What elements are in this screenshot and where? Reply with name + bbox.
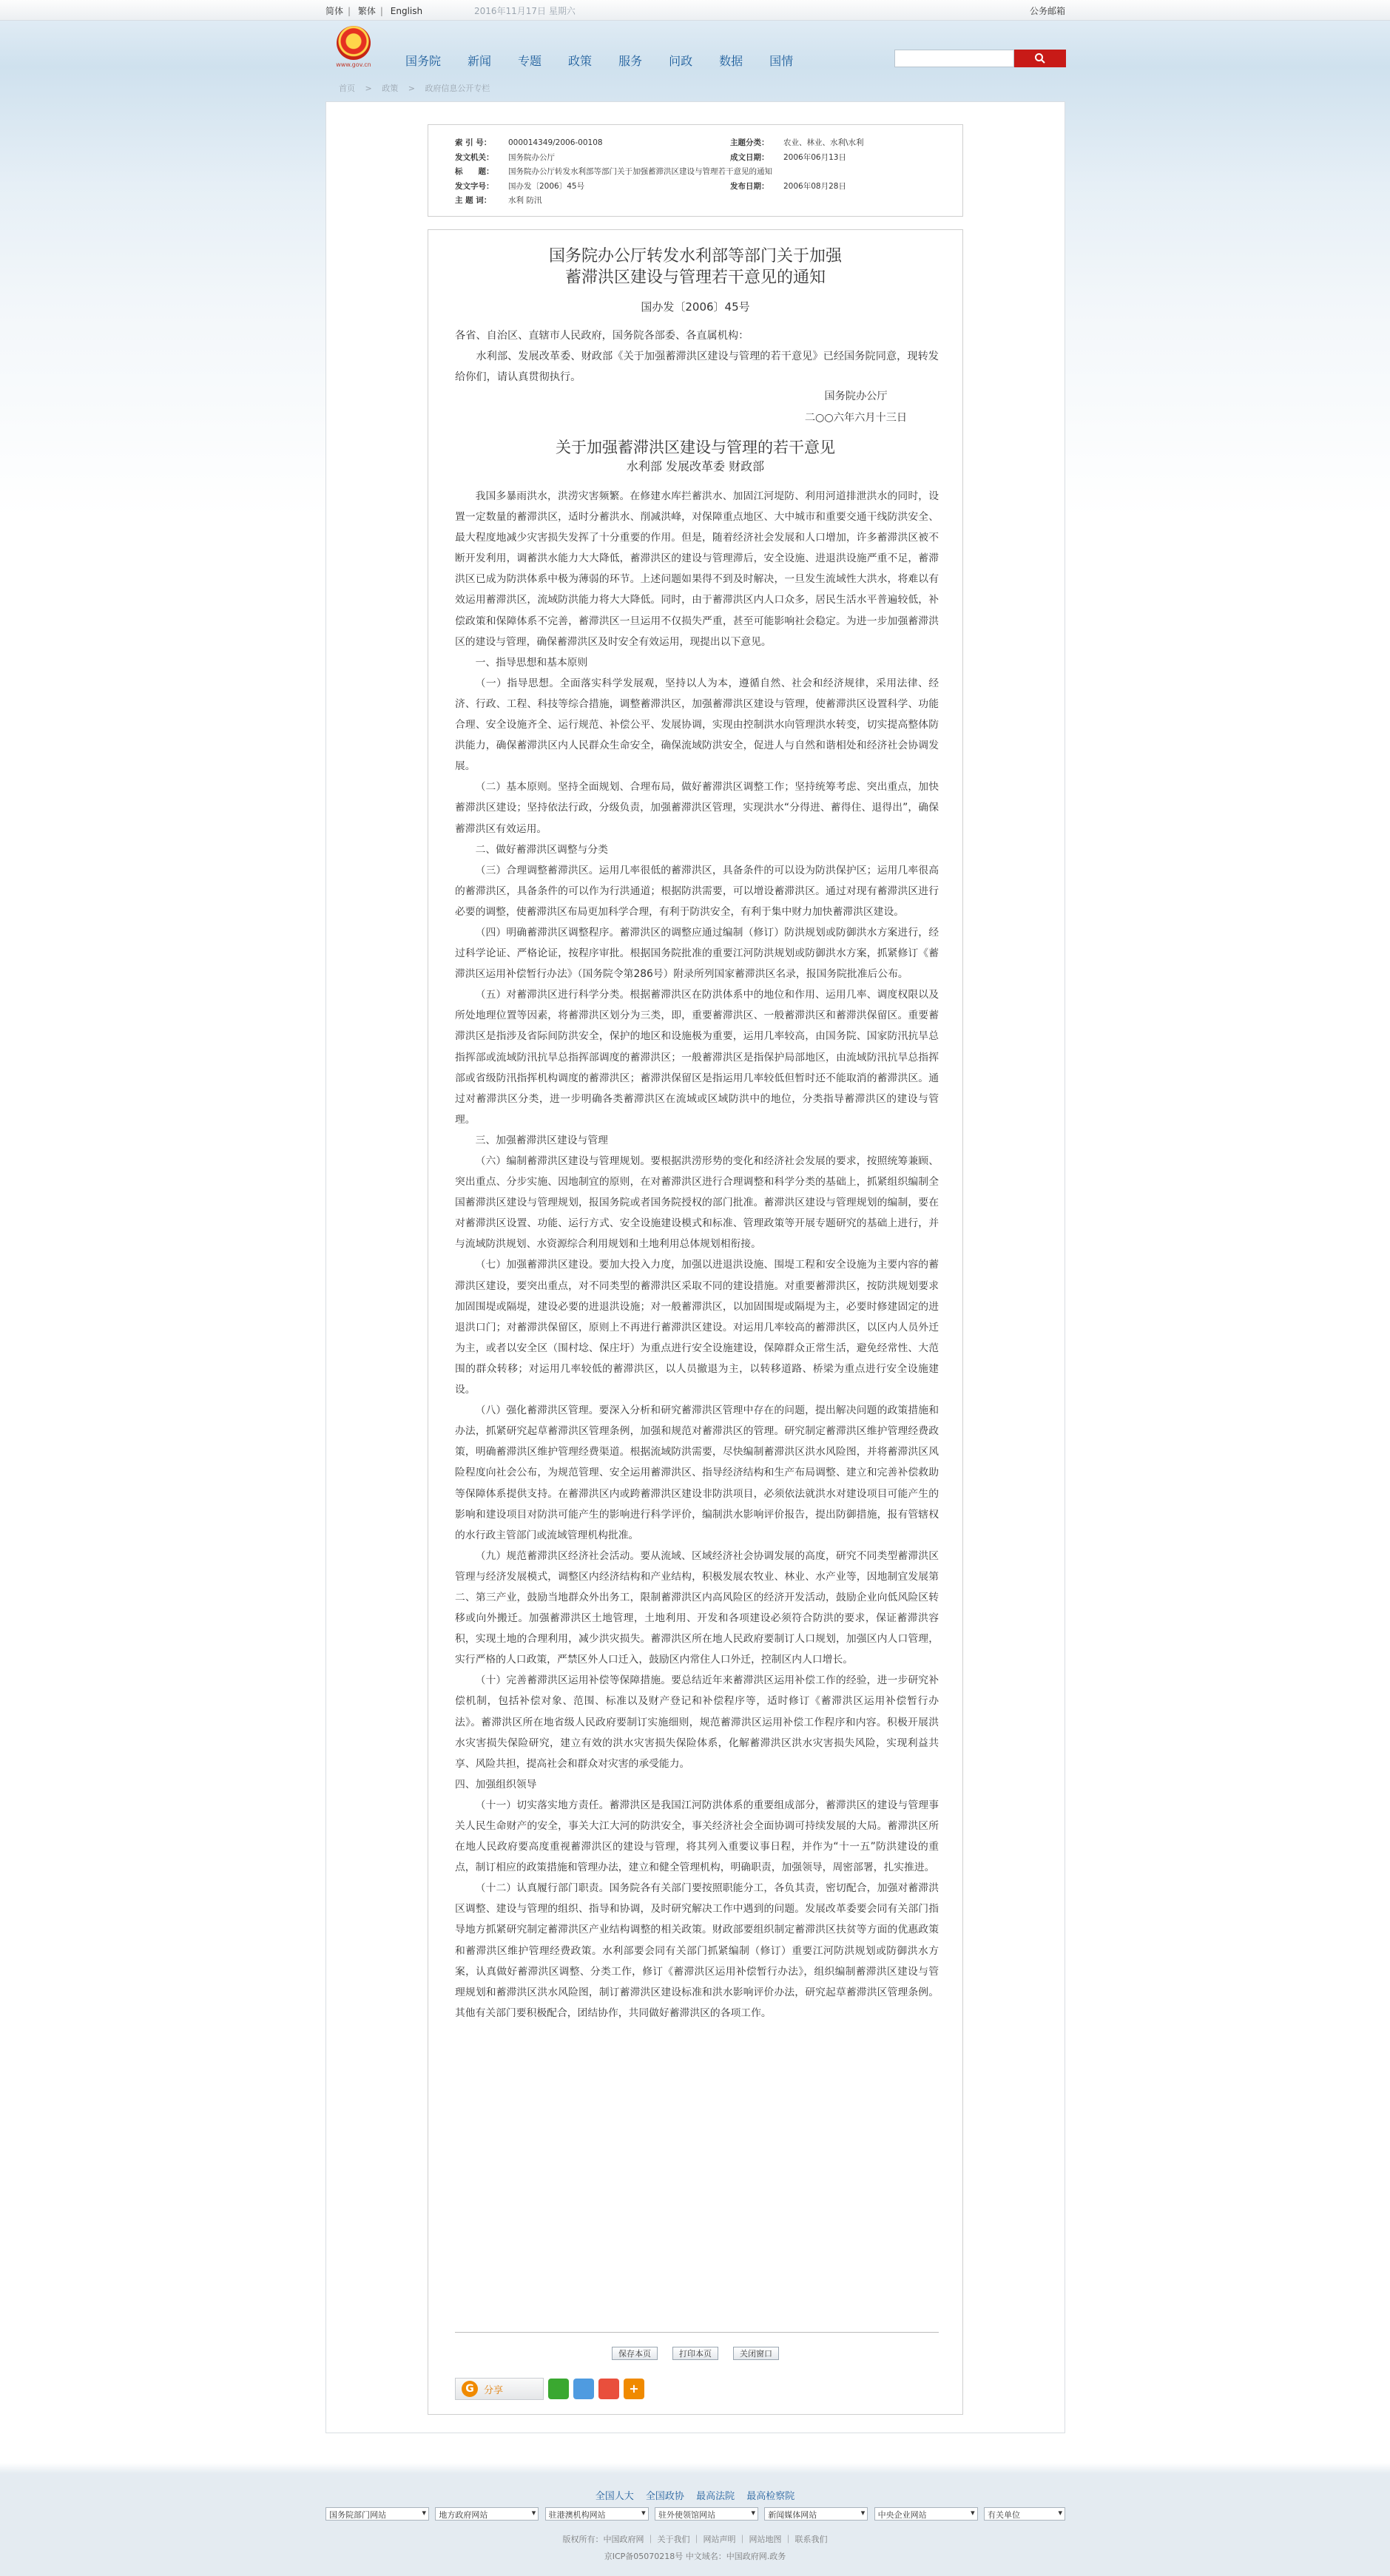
meta-value: 国务院办公厅转发水利部等部门关于加强蓄滞洪区建设与管理若干意见的通知 (508, 167, 772, 177)
lang-traditional-link[interactable]: 繁体 (357, 6, 376, 16)
meta-value: 水利 防汛 (508, 196, 542, 206)
signing-date: 二○○六年六月十三日 (804, 412, 908, 424)
document-number: 国办发〔2006〕45号 (641, 300, 750, 314)
footer-link-supreme-court[interactable]: 最高法院 (696, 2491, 735, 2502)
body-paragraph: （三）合理调整蓄滞洪区。运用几率很低的蓄滞洪区，具备条件的可以设为防洪保护区；运用几率很高的蓄滞洪区，具备条件的可以作为行洪通道；根据防洪需要，可以增设蓄滞洪区。通过对现有蓄滞洪区进行必要的调整，使蓄滞洪区布局更加科学合理，有利于防洪安全，有利于集中财力加快蓄滞洪区建设。 (455, 864, 939, 918)
lang-separator: | (348, 6, 351, 16)
body-paragraph: （九）规范蓄滞洪区经济社会活动。要从流域、区域经济社会协调发展的高度，研究不同类型蓄滞洪区管理与经济发展模式，调整区内经济结构和产业结构，积极发展农牧业、林业、水产业等，因地制宜发展第二、第三产业，鼓励当地群众外出务工，限制蓄滞洪区内高风险区的经济开发活动，鼓励企业向低风险区转移或向外搬迁。加强蓄滞洪区土地管理，土地利用、开发和各项建设必须符合防洪的要求，保证蓄滞洪容积，实现土地的合理利用，减少洪灾损失。蓄滞洪区所在地人民政府要制订人口规划，加强区内人口管理，实行严格的人口政策，严禁区外人口迁入，鼓励区内常住人口外迁，控制区内人口增长。 (455, 1549, 939, 1666)
meta-value (783, 193, 864, 208)
main-nav (405, 52, 820, 69)
share-logo-icon: G (462, 2381, 478, 2397)
body-paragraph: （五）对蓄滞洪区进行科学分类。根据蓄滞洪区在防洪体系中的地位和作用、运用几率、调度权限以及所处地理位置等因素，将蓄滞洪区划分为三类，即，重要蓄滞洪区、一般蓄滞洪区和蓄滞洪保留区。重要蓄滞洪区是指涉及省际间防洪安全，保护的地区和设施极为重要，运用几率较高，由国务院、国家防汛抗旱总指挥部或流域防汛抗旱总指挥部调度的蓄滞洪区；一般蓄滞洪区是指保护局部地区，由流域防汛抗旱总指挥部或省级防汛指挥机构调度的蓄滞洪区；蓄滞洪保留区是指运用几率较低但暂时还不能取消的蓄滞洪区。通过对蓄滞洪区分类，进一步明确各类蓄滞洪区在流域或区域防洪中的地位，分类指导蓄滞洪区的建设与管理。 (455, 989, 939, 1126)
language-switch (325, 6, 430, 16)
breadcrumb-disclosure[interactable]: 政府信息公开专栏 (425, 84, 490, 93)
metadata-row (455, 135, 864, 150)
meta-value: 000014349/2006-00108 (508, 138, 603, 147)
current-date: 2016年11月17日 星期六 (473, 6, 576, 16)
body-paragraph: （四）明确蓄滞洪区调整程序。蓄滞洪区的调整应通过编制（修订）防洪规划或防御洪水方案进行，经过科学论证、严格论证，按程序审批。根据国务院批准的重要江河防洪规划或防御洪水方案，抓紧修订《蓄滞洪区运用补偿暂行办法》（国务院令第286号）附录所列国家蓄滞洪区名录，报国务院批准后公布。 (455, 926, 939, 981)
nav-item-national-conditions[interactable]: 国情 (769, 54, 794, 68)
opinions-title: 关于加强蓄滞洪区建设与管理的若干意见 (556, 439, 835, 456)
close-window-button[interactable]: 关闭窗口 (733, 2347, 779, 2360)
breadcrumb-policy[interactable]: 政策 (382, 84, 399, 93)
body-paragraph: 我国多暴雨洪水，洪涝灾害频繁。在修建水库拦蓄洪水、加固江河堤防、利用河道排泄洪水的同时，设置一定数量的蓄滞洪区，适时分蓄洪水、削减洪峰，对保障重点地区、大中城市和重要交通干线防洪安全、最大程度地减少灾害损失发挥了十分重要的作用。但是，随着经济社会发展和人口增加，许多蓄滞洪区被不断开发利用，调蓄洪水能力大大降低，蓄滞洪区的建设与管理滞后，安全设施、进退洪设施严重不足，蓄滞洪区已成为防洪体系中极为薄弱的环节。上述问题如果得不到及时解决，一旦发生流域性大洪水，将难以有效运用蓄滞洪区，流域防洪能力将大大降低。同时，由于蓄滞洪区内人口众多，居民生活水平普遍较低，补偿政策和保障体系不完善，蓄滞洪区一旦运用不仅损失严重，甚至可能影响社会稳定。为进一步加强蓄滞洪区的建设与管理，确保蓄滞洪区及时安全有效运用，现提出以下意见。 (455, 490, 939, 648)
page-actions (428, 2347, 962, 2360)
share-bar (455, 2378, 644, 2400)
share-button[interactable] (455, 2378, 544, 2400)
footer-copyright: 版权所有：中国政府网 ｜ 关于我们 ｜ 网站声明 ｜ 网站地图 ｜ 联系我们 (562, 2535, 828, 2544)
footer-icp: 京ICP备05070218号 中文域名：中国政府网.政务 (604, 2552, 786, 2561)
lang-simplified-link[interactable]: 简体 (325, 6, 344, 16)
nav-item-inquiry[interactable]: 问政 (669, 54, 693, 68)
search-button[interactable] (1014, 50, 1066, 67)
meta-key: 发布日期： (730, 181, 769, 191)
share-label: 分享 (484, 2384, 504, 2396)
section-heading: 一、指导思想和基本原则 (475, 656, 588, 669)
body-paragraph: （十二）认真履行部门职责。国务院各有关部门要按照职能分工，各负其责，密切配合，加强对蓄滞洪区调整、建设与管理的组织、指导和协调，及时研究解决工作中遇到的问题。发展改革委要会同有关部门指导地方抓紧研究制定蓄滞洪区产业结构调整的相关政策。财政部要组织制定蓄滞洪区扶贫等方面的优惠政策和蓄滞洪区维护管理经费政策。水利部要会同有关部门抓紧编制（修订）重要江河防洪规划或防御洪水方案，认真做好蓄滞洪区调整、分类工作，修订《蓄滞洪区运用补偿暂行办法》，组织编制蓄滞洪区建设与管理规划和蓄滞洪区洪水风险图，制订蓄滞洪区建设标准和洪水影响评价办法，研究起草蓄滞洪区管理条例。其他有关部门要积极配合，团结协作，共同做好蓄滞洪区的各项工作。 (455, 1882, 939, 2019)
footer (0, 2470, 1390, 2576)
section-heading: 三、加强蓄滞洪区建设与管理 (475, 1134, 608, 1146)
nav-item-state-council[interactable]: 国务院 (405, 54, 442, 68)
select-media-sites[interactable]: 新闻媒体网站 ▾ (764, 2507, 868, 2521)
document-metadata-box (428, 124, 963, 217)
meta-key (730, 193, 783, 208)
nav-item-data[interactable]: 数据 (719, 54, 743, 68)
body-paragraph: （十）完善蓄滞洪区运用补偿等保障措施。要总结近年来蓄滞洪区运用补偿工作的经验，进一步研究补偿机制，包括补偿对象、范围、标准以及财产登记和补偿程序等，适时修订《蓄滞洪区运用补偿暂行办法》。蓄滞洪区所在地省级人民政府要制订实施细则，规范蓄滞洪区运用补偿工作程序和内容。积极开展洪水灾害损失保险研究，建立有效的洪水灾害损失保险体系，化解蓄滞洪区洪水灾害损失风险，实现利益共享、风险共担，提高社会和群众对灾害的承受能力。 (455, 1674, 939, 1770)
select-local-gov-sites[interactable]: 地方政府网站 ▾ (435, 2507, 539, 2521)
salutation: 各省、自治区、直辖市人民政府，国务院各部委、各直属机构： (455, 330, 749, 342)
breadcrumb-home[interactable]: 首页 (339, 84, 355, 93)
section-heading: 二、做好蓄滞洪区调整与分类 (475, 843, 608, 856)
select-embassy-sites[interactable]: 驻外使领馆网站 ▾ (655, 2507, 758, 2521)
meta-value: 国务院办公厅 (508, 152, 555, 162)
document-title-line2: 蓄滞洪区建设与管理若干意见的通知 (564, 268, 826, 287)
footer-site-selects (325, 2507, 1065, 2521)
document-title-line1: 国务院办公厅转发水利部等部门关于加强 (548, 247, 842, 266)
section-heading: 四、加强组织领导 (455, 1778, 537, 1791)
top-bar-inner (325, 4, 1065, 17)
body-paragraph: （二）基本原则。坚持全面规划、合理布局，做好蓄滞洪区调整工作；坚持统筹考虑、突出重点，加快蓄滞洪区建设；坚持依法行政，分级负责，加强蓄滞洪区管理，实现洪水“分得进、蓄得住、退得出”，确保蓄滞洪区有效运用。 (455, 781, 939, 835)
search-icon (1034, 53, 1046, 64)
document-body (428, 229, 963, 2415)
site-logo[interactable] (334, 26, 373, 69)
nav-item-policies[interactable]: 政策 (568, 54, 593, 68)
search-input[interactable] (894, 50, 1014, 67)
body-paragraph: （八）强化蓄滞洪区管理。要深入分析和研究蓄滞洪区管理中存在的问题，提出解决问题的政策措施和办法，抓紧研究起草蓄滞洪区管理条例，加强和规范对蓄滞洪区的管理。研究制定蓄滞洪区维护管理经费政策，明确蓄滞洪区维护管理经费渠道。根据流域防洪需要，尽快编制蓄滞洪区洪水风险图，并将蓄滞洪区风险程度向社会公布，为规范管理、安全运用蓄滞洪区、指导经济结构和生产布局调整、建立和完善补偿救助等保障体系提供支持。在蓄滞洪区内或跨蓄滞洪区建设非防洪项目，必须依法就洪水对建设项目可能产生的影响和建设项目对防洪可能产生的影响进行科学评价，编制洪水影响评价报告，提出防御措施，报有管辖权的水行政主管部门或流域管理机构批准。 (455, 1404, 939, 1541)
national-emblem-icon (337, 26, 371, 60)
breadcrumb-separator: > (408, 84, 415, 93)
save-page-button[interactable]: 保存本页 (612, 2347, 658, 2360)
nav-item-services[interactable]: 服务 (618, 54, 643, 68)
mail-link[interactable]: 公务邮箱 (1029, 6, 1065, 16)
top-bar (0, 0, 1390, 21)
meta-key: 索 引 号： (455, 138, 492, 148)
footer-link-cppcc[interactable]: 全国政协 (645, 2491, 684, 2502)
footer-links (0, 2488, 1390, 2502)
select-hk-macao-sites[interactable]: 驻港澳机构网站 ▾ (545, 2507, 649, 2521)
nav-item-topics[interactable]: 专题 (518, 54, 542, 68)
metadata-row (455, 193, 864, 208)
divider (455, 2332, 939, 2333)
opinions-body (455, 486, 939, 2024)
search-box (894, 50, 1066, 67)
signing-organization: 国务院办公厅 (824, 391, 888, 402)
more-share-icon[interactable]: + (624, 2379, 644, 2399)
intro-paragraph: 水利部、发展改革委、财政部《关于加强蓄滞洪区建设与管理的若干意见》已经国务院同意，现转发给你们，请认真贯彻执行。 (455, 351, 939, 383)
body-paragraph: （七）加强蓄滞洪区建设。要加大投入力度，加强以进退洪设施、围堤工程和安全设施为主要内容的蓄滞洪区建设，要突出重点，对不同类型的蓄滞洪区采取不同的建设措施。对重要蓄滞洪区，按防洪规划要求加固围堤或隔堤，建设必要的进退洪设施；对一般蓄滞洪区，以加固围堤或隔堤为主，必要时修建固定的进退洪口门；对蓄滞洪保留区，原则上不再进行蓄滞洪区建设。对运用几率较高的蓄滞洪区，以区内人员外迁为主，或者以安全区（围村埝、保庄圩）为重点进行安全设施建设，保障群众正常生活，避免经常性、大范围的群众转移；对运用几率较低的蓄滞洪区，以人员撤退为主，以转移道路、桥梁为重点进行安全设施建设。 (455, 1259, 939, 1396)
body-paragraph: （一）指导思想。全面落实科学发展观，坚持以人为本，遵循自然、社会和经济规律，采用法律、经济、行政、工程、科技等综合措施，调整蓄滞洪区，加强蓄滞洪区建设与管理，使蓄滞洪区设置科学、功能合理、安全设施齐全、运行规范、补偿公平、发展协调，实现由控制洪水向管理洪水转变，切实提高整体防洪能力，确保蓄滞洪区内人民群众生命安全，确保流域防洪安全，促进人与自然和谐相处和经济社会协调发展。 (455, 677, 939, 773)
footer-link-npc[interactable]: 全国人大 (595, 2491, 634, 2502)
meta-key: 发文字号： (455, 181, 494, 191)
logo-url-text: www.gov.cn (336, 61, 371, 68)
meta-key: 标 题： (455, 167, 494, 177)
breadcrumb (339, 82, 497, 94)
breadcrumb-separator: > (365, 84, 372, 93)
meta-key: 成文日期： (730, 152, 769, 162)
qzone-share-icon[interactable] (573, 2379, 594, 2399)
select-related-units[interactable]: 有关单位 ▾ (984, 2507, 1065, 2521)
metadata-row (455, 179, 864, 194)
metadata-table (455, 135, 864, 208)
meta-key: 主题分类： (730, 138, 769, 148)
meta-key: 主 题 词： (455, 196, 492, 206)
select-ministry-sites[interactable]: 国务院部门网站 ▾ (325, 2507, 429, 2521)
print-page-button[interactable]: 打印本页 (672, 2347, 718, 2360)
nav-item-news[interactable]: 新闻 (468, 54, 492, 68)
meta-value: 国办发〔2006〕45号 (508, 181, 585, 191)
metadata-row (455, 150, 864, 165)
issuing-organizations: 水利部 发展改革委 财政部 (626, 459, 765, 473)
lang-english-link[interactable]: English (390, 6, 423, 16)
metadata-row (455, 164, 864, 179)
meta-value: 农业、林业、水利\水利 (783, 138, 864, 148)
footer-link-procuratorate[interactable]: 最高检察院 (746, 2491, 795, 2502)
weibo-share-icon[interactable] (598, 2379, 619, 2399)
select-central-enterprise-sites[interactable]: 中央企业网站 ▾ (874, 2507, 978, 2521)
meta-value: 2006年08月28日 (783, 181, 846, 191)
wechat-share-icon[interactable] (548, 2379, 569, 2399)
body-paragraph: （十一）切实落实地方责任。蓄滞洪区是我国江河防洪体系的重要组成部分，蓄滞洪区的建设与管理事关人民生命财产的安全，事关大江大河的防洪安全，事关经济社会全面协调可持续发展的大局。蓄滞洪区所在地人民政府要高度重视蓄滞洪区的建设与管理，将其列入重要议事日程，并作为“十一五”防洪建设的重点，制订相应的政策措施和管理办法，建立和健全管理机构，明确职责，加强领导，周密部署，扎实推进。 (455, 1799, 939, 1874)
meta-value: 2006年06月13日 (783, 152, 846, 162)
lang-separator: | (379, 6, 383, 16)
meta-key: 发文机关： (455, 152, 494, 162)
body-paragraph: （六）编制蓄滞洪区建设与管理规划。要根据洪涝形势的变化和经济社会发展的要求，按照统筹兼顾、突出重点、分步实施、因地制宜的原则，在对蓄滞洪区进行合理调整和科学分类的基础上，抓紧组织编制全国蓄滞洪区建设与管理规划，报国务院或者国务院授权的部门批准。蓄滞洪区建设与管理规划的编制，要在对蓄滞洪区设置、功能、运行方式、安全设施建设模式和标准、管理政策等开展专题研究的基础上进行，并与流域防洪规划、水资源综合利用规划和土地利用总体规划相衔接。 (455, 1155, 939, 1251)
